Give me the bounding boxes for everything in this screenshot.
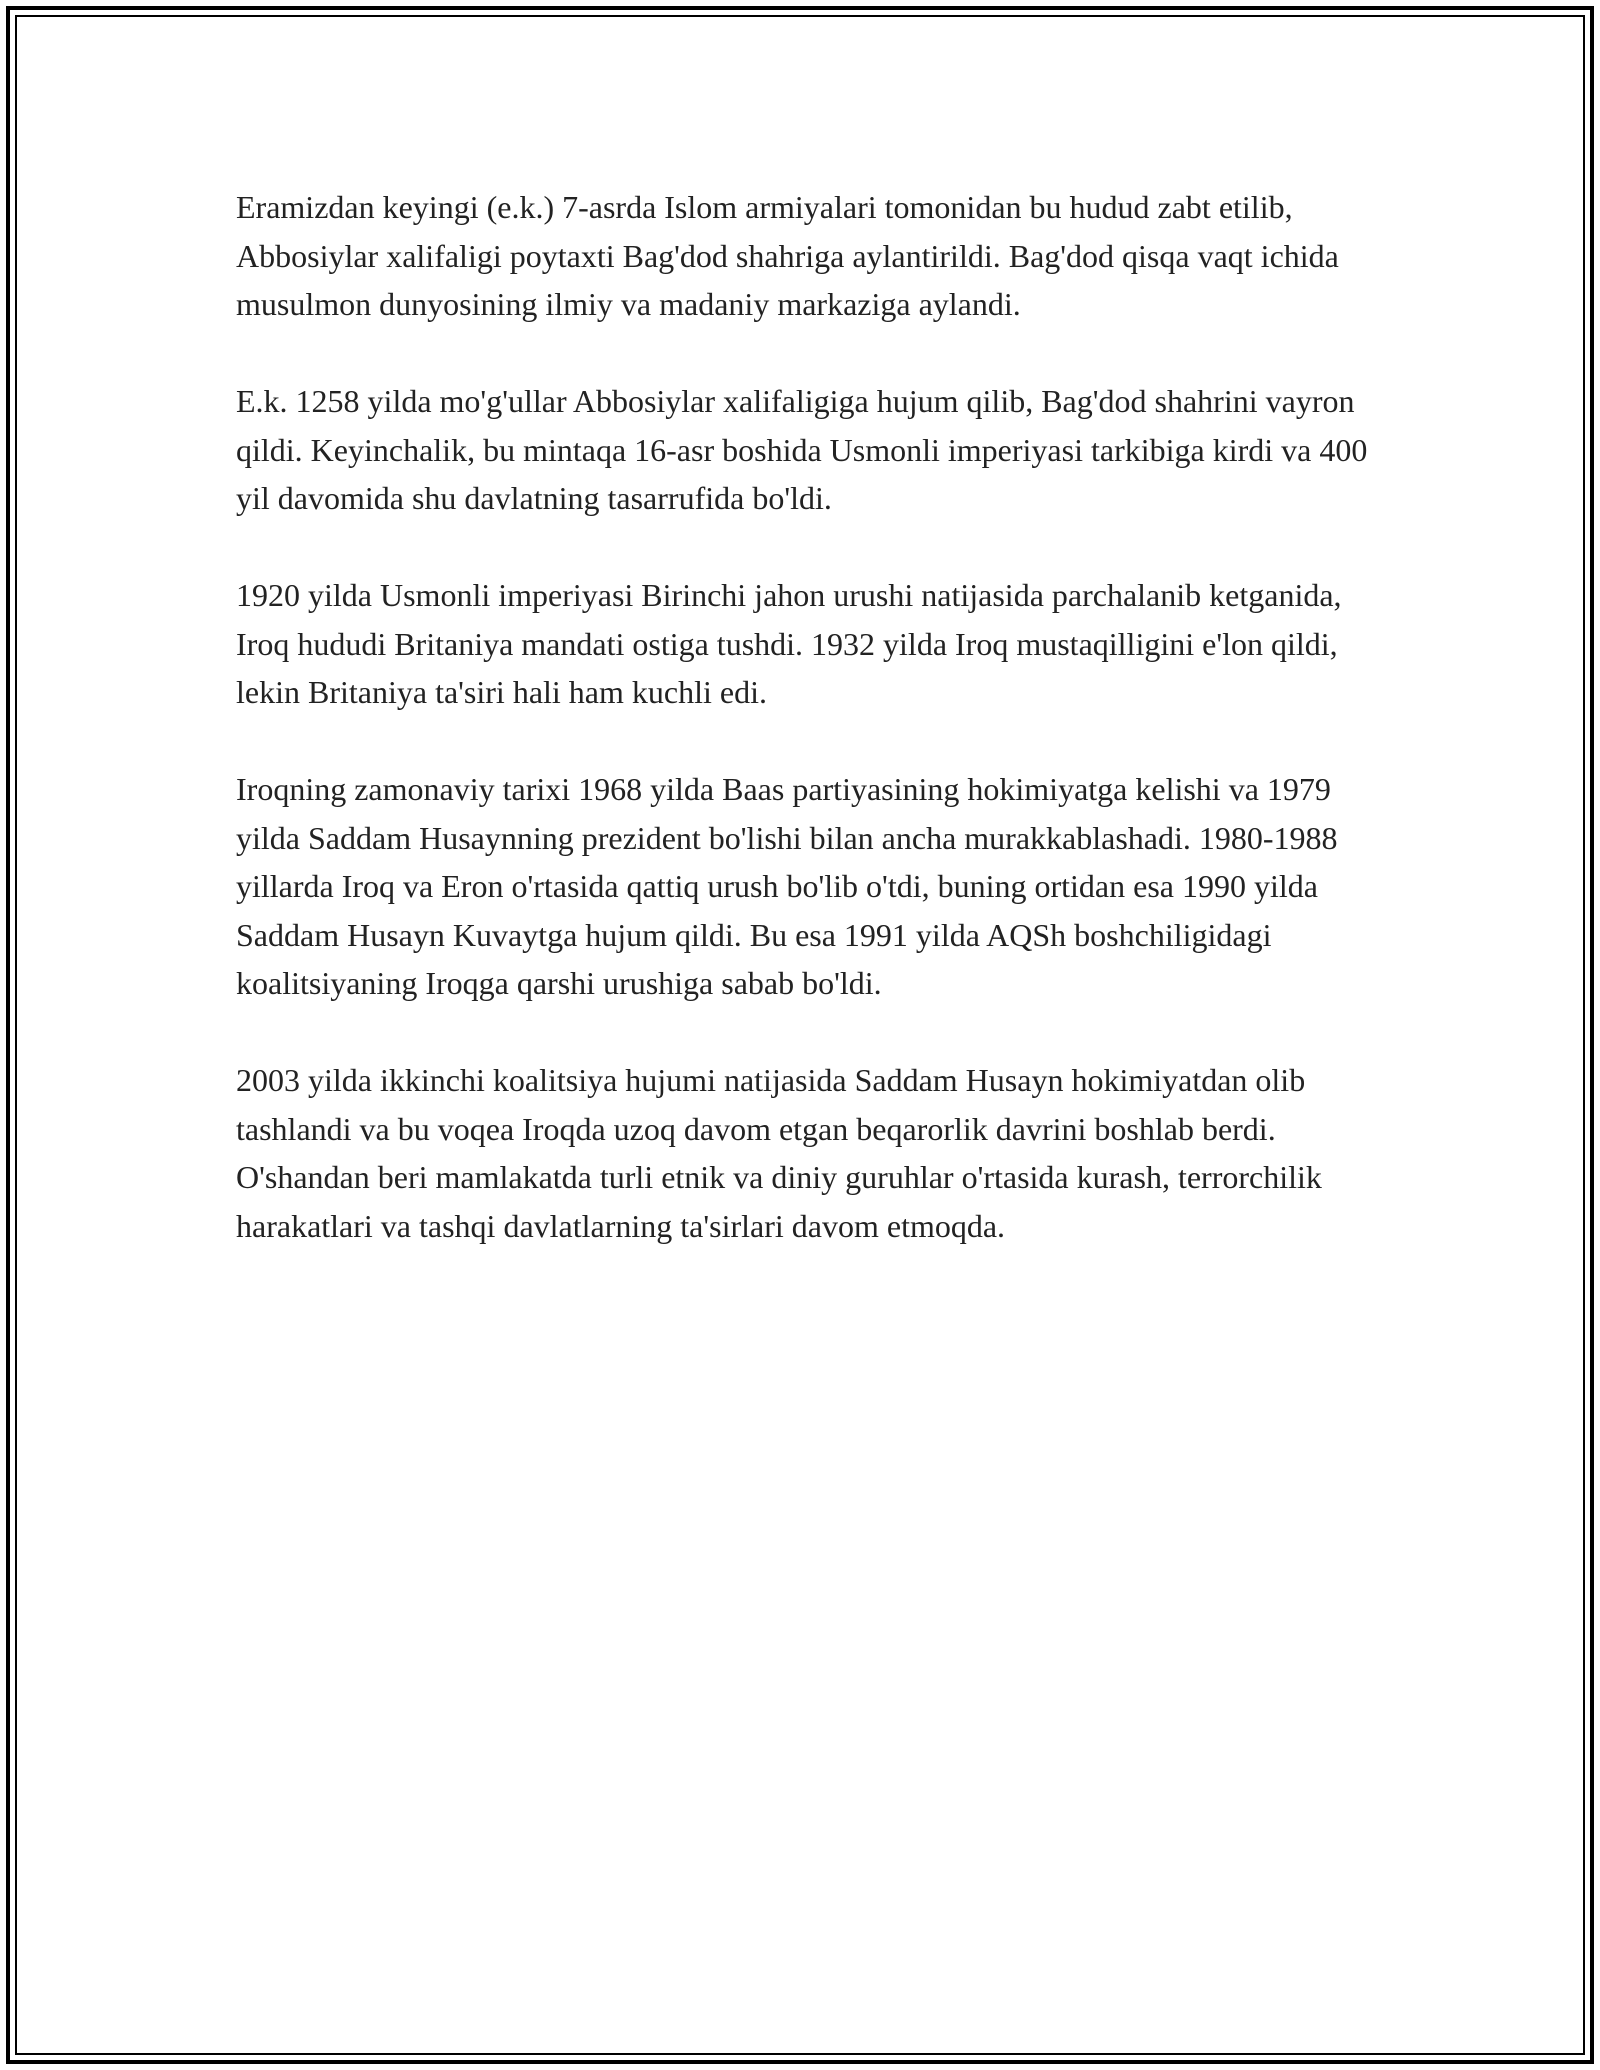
paragraph-4: Iroqning zamonaviy tarixi 1968 yilda Baas partiyasining hokimiyatga kelishi va 1979 yilda Saddam Husaynning prezident bo'lishi bilan ancha murakkablashadi. 1980-1988 yillarda Iroq va Eron o'rtasida qattiq urush bo'lib o'tdi, buning ortidan esa 1990 yilda Saddam Husayn Kuvaytga hujum qildi. Bu esa 1991 yilda AQSh boshchiligidagi koalitsiyaning Iroqga qarshi urushiga sabab bo'ldi.	[236, 771, 1338, 1001]
paragraph-3: 1920 yilda Usmonli imperiyasi Birinchi jahon urushi natijasida parchalanib ketganida, Iroq hududi Britaniya mandati ostiga tushdi. 1932 yilda Iroq mustaqilligini e'lon qildi, lekin Britaniya ta'siri hali ham kuchli edi.	[236, 577, 1342, 710]
paragraph-2: E.k. 1258 yilda mo'g'ullar Abbosiylar xalifaligiga hujum qilib, Bag'dod shahrini vayron qildi. Keyinchalik, bu mintaqa 16-asr boshida Usmonli imperiyasi tarkibiga kirdi va 400 yil davomida shu davlatning tasarrufida bo'ldi.	[236, 383, 1368, 516]
document-body	[236, 183, 1376, 1299]
paragraph-1: Eramizdan keyingi (e.k.) 7-asrda Islom armiyalari tomonidan bu hudud zabt etilib, Abbosiylar xalifaligi poytaxti Bag'dod shahriga aylantirildi. Bag'dod qisqa vaqt ichida musulmon dunyosining ilmiy va madaniy markaziga aylandi.	[236, 189, 1339, 322]
paragraph-5: 2003 yilda ikkinchi koalitsiya hujumi natijasida Saddam Husayn hokimiyatdan olib tashlandi va bu voqea Iroqda uzoq davom etgan beqarorlik davrini boshlab berdi. O'shandan beri mamlakatda turli etnik va diniy guruhlar o'rtasida kurash, terrorchilik harakatlari va tashqi davlatlarning ta'sirlari davom etmoqda.	[236, 1062, 1322, 1244]
